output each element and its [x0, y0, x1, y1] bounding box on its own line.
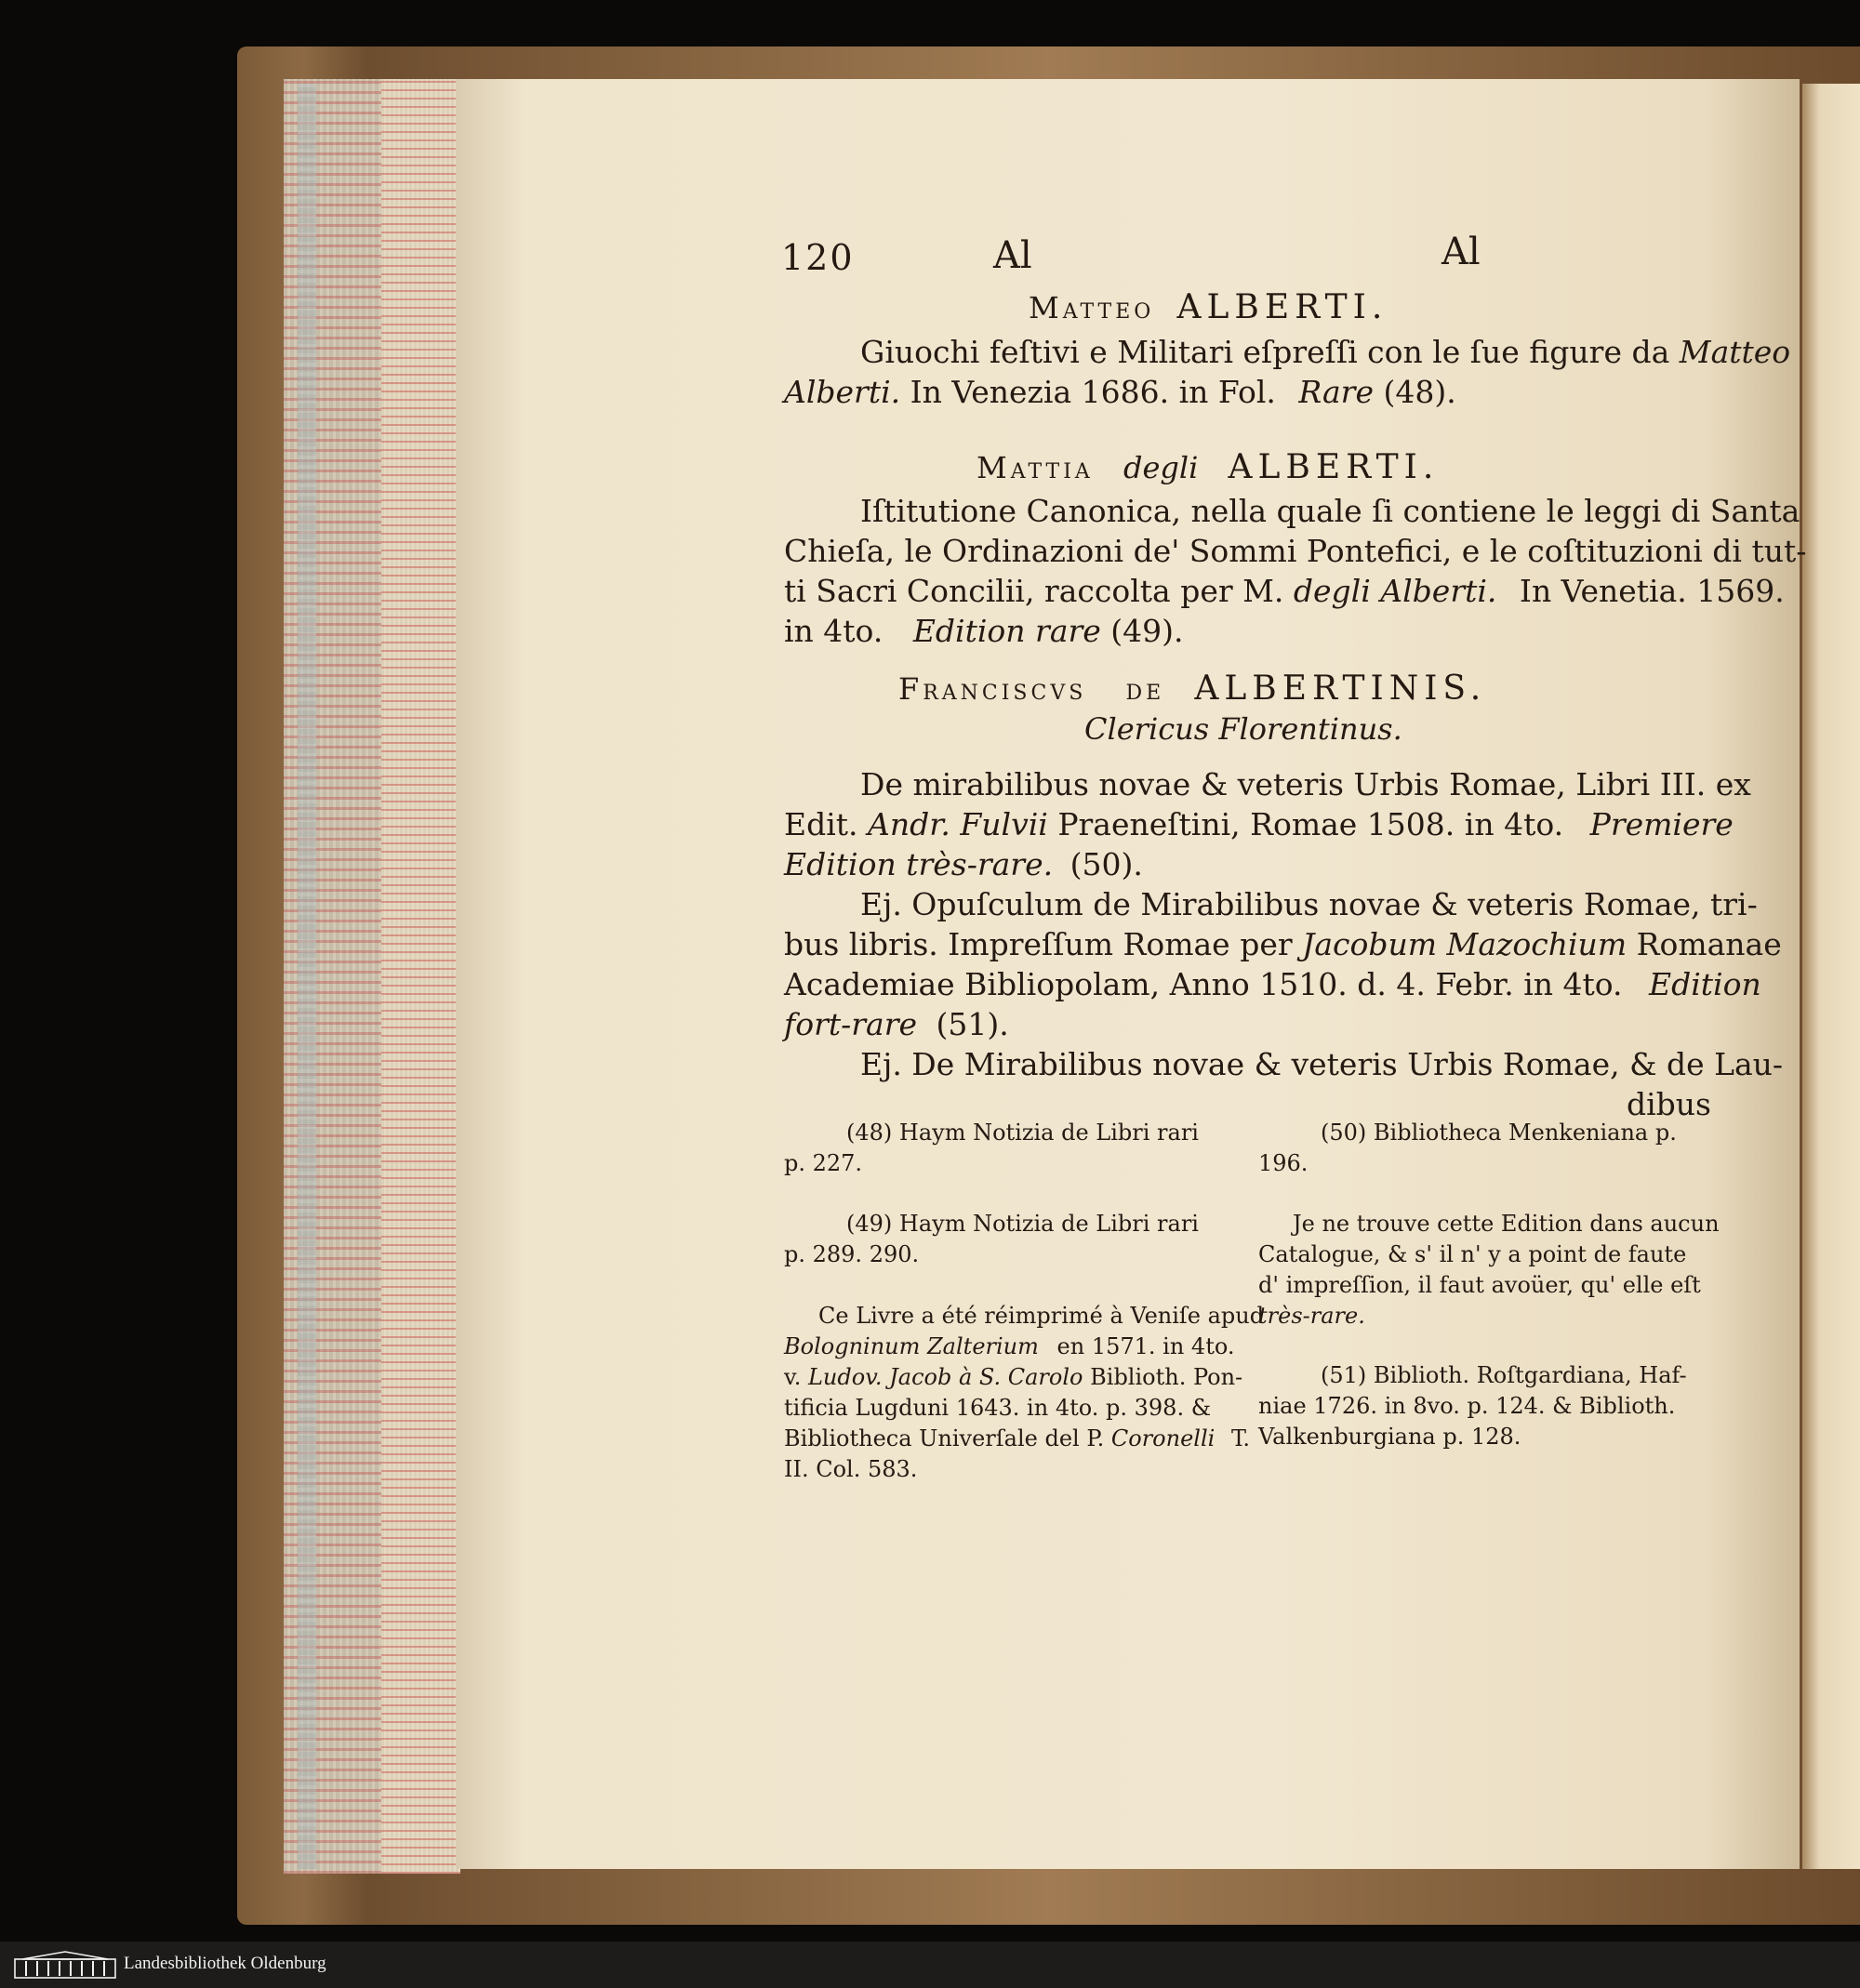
- entry-3-rarity-1: Edition très-rare.: [784, 846, 1054, 882]
- entry-2-line-3: [784, 571, 1785, 611]
- entry-2-text-3: ti Sacri Concilii, raccolta per M.: [784, 573, 1284, 609]
- entry-2-name: Mattia: [976, 450, 1094, 485]
- footnote-48: (48) Haym Notizia de Libri rari: [846, 1120, 1199, 1146]
- entry-3-catchword: dibus: [1627, 1086, 1711, 1122]
- footnote-50-comment-2: Catalogue, & s' il n' y a point de faute: [1258, 1241, 1687, 1267]
- footnote-51-line-3: Valkenburgiana p. 128.: [1258, 1424, 1521, 1450]
- entry-1-rarity: Rare: [1298, 374, 1374, 410]
- entry-3-note-ref-51: (51).: [936, 1006, 1009, 1042]
- entry-3-premiere: Premiere: [1589, 806, 1734, 842]
- footnote-50-comment-1: Je ne trouve cette Edition dans aucun: [1293, 1211, 1720, 1237]
- entry-2-surname: ALBERTI.: [1228, 448, 1440, 486]
- footnote-49-comment-3: [784, 1362, 1242, 1393]
- entry-1-heading: [1029, 288, 1388, 326]
- entry-3-p1-line-2: [784, 804, 1734, 844]
- facing-page-edge: [1802, 84, 1860, 1869]
- entry-3-subtitle: [1084, 711, 1402, 747]
- page-block-tint: [298, 84, 316, 1869]
- entry-1-author: Matteo: [1679, 334, 1791, 370]
- entry-3-p2-line-1: Ej. Opuſculum de Mirabilibus novae & veteris Romae, tri-: [860, 886, 1758, 922]
- entry-3-printer: Jacobum Mazochium: [1302, 926, 1628, 962]
- entry-2-particle: degli: [1123, 450, 1199, 485]
- footnote-tres-rare: très-rare.: [1258, 1303, 1365, 1329]
- entry-3-p2-text: bus libris. Impreſſum Romae per: [784, 926, 1293, 962]
- footnote-51-line-2: niae 1726. in 8vo. p. 124. & Biblioth.: [1258, 1393, 1676, 1419]
- entry-3-p3-text: Ej. De Mirabilibus novae & veteris Urbis Romae, & de Lau-: [860, 1046, 1784, 1082]
- footnote-50-page: 196.: [1258, 1150, 1309, 1176]
- footnote-49: (49) Haym Notizia de Libri rari: [846, 1211, 1199, 1237]
- footnote-biblioth: Biblioth. Pon-: [1090, 1364, 1243, 1390]
- entry-1-name: Matteo: [1029, 290, 1155, 325]
- entry-3-p2-line-2: [784, 924, 1782, 964]
- entry-1-note-ref: (48).: [1383, 374, 1456, 410]
- entry-3-rarity-2: fort-rare: [784, 1006, 918, 1042]
- footnote-v: v.: [784, 1364, 802, 1390]
- entry-3-edition: Edition: [1649, 966, 1761, 1002]
- footnote-jacob: Ludov. Jacob à S. Carolo: [807, 1364, 1083, 1390]
- entry-1-author-2: Alberti.: [784, 374, 901, 410]
- entry-2-line-1: Iſtitutione Canonica, nella quale ſi contiene le leggi di Santa: [860, 493, 1800, 529]
- footnote-printer: Bologninum Zalterium: [784, 1333, 1039, 1359]
- entry-2-note-ref: (49).: [1110, 613, 1184, 649]
- entry-3-surname: ALBERTINIS.: [1194, 669, 1487, 708]
- footnote-coronelli: Coronelli: [1110, 1425, 1216, 1451]
- entry-3-imprint-1: Praeneſtini, Romae 1508. in 4to.: [1057, 806, 1564, 842]
- entry-2-line-4: [784, 611, 1184, 651]
- footnote-48-page: p. 227.: [784, 1150, 863, 1176]
- entry-2-rarity: Edition rare: [912, 613, 1101, 649]
- footnote-50: (50) Bibliotheca Menkeniana p.: [1321, 1120, 1677, 1146]
- entry-3-p2-line-3: [784, 964, 1761, 1004]
- entry-3-p2-imprint: Academiae Bibliopolam, Anno 1510. d. 4. Febr. in 4to.: [784, 966, 1623, 1002]
- entry-3-edit: Edit.: [784, 806, 858, 842]
- page-block-edge-inner: [381, 79, 460, 1874]
- footnote-49-page: p. 289. 290.: [784, 1241, 920, 1267]
- entry-3-note-ref-50: (50).: [1070, 846, 1143, 882]
- entry-3-p3-line-1: [860, 1017, 1784, 1082]
- footnote-49-comment-6: II. Col. 583.: [784, 1456, 918, 1482]
- page-number: 120: [781, 237, 855, 278]
- library-name: Landesbibliothek Oldenburg: [124, 1954, 326, 1973]
- footnote-50-comment-4: [1258, 1301, 1365, 1332]
- entry-3-romanae: Romanae: [1636, 926, 1782, 962]
- entry-3-p1-line-1: De mirabilibus novae & veteris Urbis Romae, Libri III. ex: [860, 766, 1751, 802]
- running-head-right: Al: [1442, 231, 1481, 273]
- entry-3-editor: Andr. Fulvii: [868, 806, 1048, 842]
- footnote-tome: T.: [1230, 1425, 1251, 1451]
- running-head-left: Al: [993, 234, 1032, 277]
- entry-1-text-1: Giuochi feſtivi e Militari eſpreſſi con le ſue figure da: [860, 334, 1670, 370]
- footnote-49-comment-1: Ce Livre a été réimprimé à Veniſe apud: [818, 1303, 1265, 1329]
- footnote-49-comment-5: [784, 1424, 1250, 1454]
- footnote-imprint: en 1571. in 4to.: [1056, 1333, 1235, 1359]
- footnote-49-comment-2: [784, 1332, 1235, 1362]
- footnote-49-comment-4: tificia Lugduni 1643. in 4to. p. 398. &: [784, 1395, 1212, 1421]
- footnote-50-comment-3: d' impreſſion, il faut avoüer, qu' elle eſt: [1258, 1272, 1701, 1298]
- entry-1-line-2: [784, 372, 1456, 412]
- entry-3-p1-line-3: [784, 844, 1143, 884]
- entry-2-heading: [976, 448, 1439, 486]
- entry-2-format: in 4to.: [784, 613, 884, 649]
- entry-2-author: degli Alberti.: [1293, 573, 1497, 609]
- footer-bar: [0, 1942, 1860, 1988]
- entry-1-imprint: In Venezia 1686. in Fol.: [910, 374, 1276, 410]
- entry-2-imprint: In Venetia. 1569.: [1519, 573, 1785, 609]
- entry-1-surname: ALBERTI.: [1176, 288, 1388, 326]
- footnote-universale: Bibliotheca Univerſale del P.: [784, 1425, 1105, 1451]
- entry-3-heading: [898, 669, 1486, 708]
- library-building-icon: [13, 1950, 117, 1980]
- entry-3-subtitle-text: Clericus Florentinus.: [1084, 711, 1402, 747]
- entry-3-name: Franciscvs de: [898, 671, 1165, 707]
- entry-2-line-2: Chieſa, le Ordinazioni de' Sommi Pontefici, e le coſtituzioni di tut-: [784, 533, 1807, 569]
- entry-1-line-1: [860, 332, 1790, 372]
- footnote-51: (51) Biblioth. Roſtgardiana, Haf-: [1321, 1362, 1687, 1388]
